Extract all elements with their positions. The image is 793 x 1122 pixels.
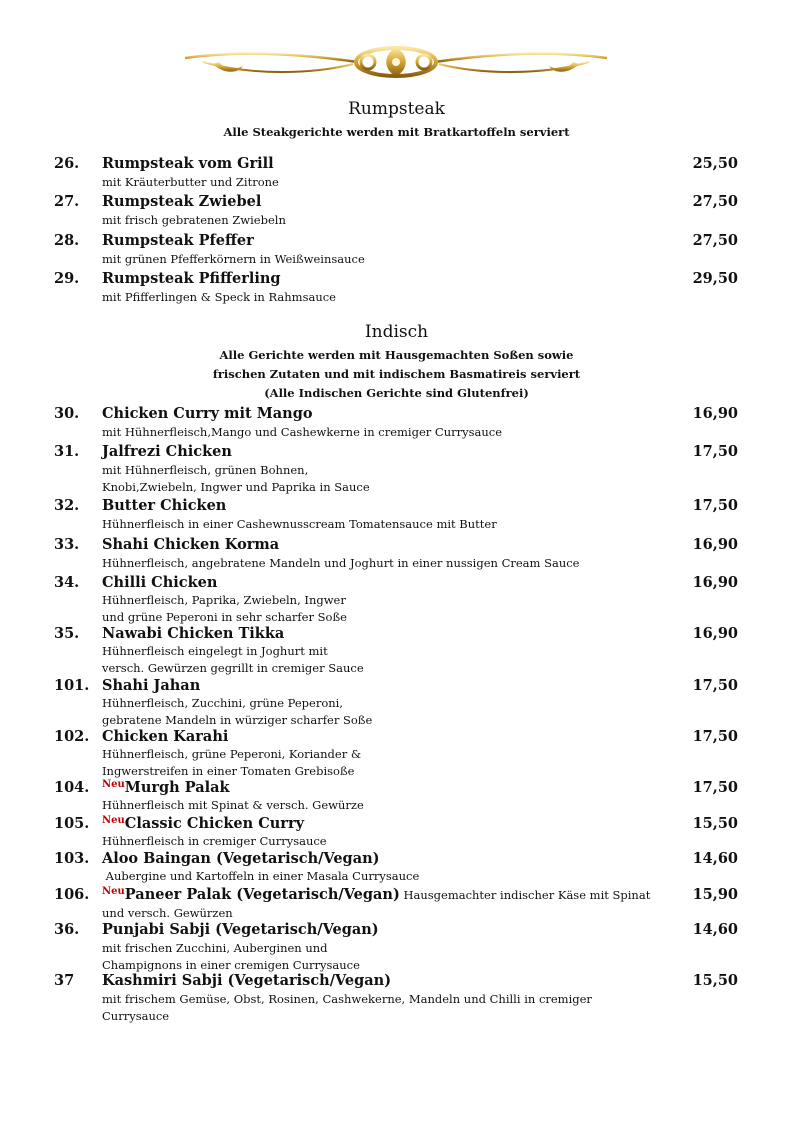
item-price: 17,50 bbox=[692, 497, 738, 514]
item-description-inline: Hausgemachter indischer Käse mit Spinat bbox=[399, 888, 651, 902]
item-price: 17,50 bbox=[692, 779, 738, 796]
section-subtitle-line1: Alle Gerichte werden mit Hausgemachten Soßen sowie bbox=[219, 348, 574, 362]
section-title-rumpsteak: Rumpsteak bbox=[348, 99, 445, 119]
section-subtitle-line3: (Alle Indischen Gerichte sind Glutenfrei) bbox=[264, 386, 529, 400]
item-description-line: mit Hühnerfleisch, grünen Bohnen, bbox=[102, 463, 309, 477]
item-number: 105. bbox=[54, 815, 90, 832]
item-price: 17,50 bbox=[692, 443, 738, 460]
item-name: Rumpsteak Pfeffer bbox=[102, 232, 254, 249]
item-number: 103. bbox=[54, 850, 90, 867]
item-price: 14,60 bbox=[692, 850, 738, 867]
item-number: 28. bbox=[54, 232, 80, 249]
item-name-text: Murgh Palak bbox=[124, 779, 230, 796]
item-price: 17,50 bbox=[692, 728, 738, 745]
item-description-line: Hühnerfleisch, Paprika, Zwiebeln, Ingwer bbox=[102, 593, 346, 607]
item-description: Hühnerfleisch mit Spinat & versch. Gewürze bbox=[102, 798, 364, 812]
item-description: Aubergine und Kartoffeln in einer Masala Currysauce bbox=[102, 869, 420, 883]
item-description-line: Hühnerfleisch, grüne Peperoni, Koriander & bbox=[102, 747, 362, 761]
new-badge: Neu bbox=[102, 815, 125, 826]
item-description-line: Hühnerfleisch, Zucchini, grüne Peperoni, bbox=[102, 696, 344, 710]
item-name: Butter Chicken bbox=[102, 497, 227, 514]
item-name: Chicken Karahi bbox=[102, 728, 229, 745]
item-name-text: Paneer Palak (Vegetarisch/Vegan) bbox=[124, 886, 400, 903]
section-title-indisch: Indisch bbox=[364, 322, 429, 342]
item-description-line: Currysauce bbox=[102, 1008, 170, 1023]
item-price: 15,90 bbox=[692, 886, 738, 903]
item-description bbox=[102, 746, 662, 779]
item-price: 16,90 bbox=[692, 574, 738, 591]
item-name: Aloo Baingan (Vegetarisch/Vegan) bbox=[102, 850, 380, 867]
item-description-line: mit frischem Gemüse, Obst, Rosinen, Cashwekerne, Mandeln und Chilli in cremiger bbox=[102, 992, 592, 1006]
item-description: mit Kräuterbutter und Zitrone bbox=[102, 175, 279, 189]
item-number: 32. bbox=[54, 497, 80, 514]
item-price: 27,50 bbox=[692, 193, 738, 210]
item-price: 27,50 bbox=[692, 232, 738, 249]
item-name: Rumpsteak Zwiebel bbox=[102, 193, 262, 210]
item-number: 29. bbox=[54, 270, 80, 287]
item-name-text: Classic Chicken Curry bbox=[124, 815, 305, 832]
item-number: 35. bbox=[54, 625, 80, 642]
item-number: 27. bbox=[54, 193, 80, 210]
item-description-line: gebratene Mandeln in würziger scharfer Soße bbox=[102, 712, 373, 727]
item-description-line: und grüne Peperoni in sehr scharfer Soße bbox=[102, 609, 347, 624]
item-description-line: Hühnerfleisch eingelegt in Joghurt mit bbox=[102, 644, 328, 658]
item-description bbox=[102, 991, 642, 1024]
item-description-line: Knobi,Zwiebeln, Ingwer und Paprika in Sauce bbox=[102, 479, 370, 494]
item-description-line: mit frischen Zucchini, Auberginen und bbox=[102, 941, 328, 955]
item-name: Shahi Chicken Korma bbox=[102, 536, 280, 553]
item-name: Chicken Curry mit Mango bbox=[102, 405, 313, 422]
item-name: Kashmiri Sabji (Vegetarisch/Vegan) bbox=[102, 972, 392, 989]
item-description: Hühnerfleisch in einer Cashewnusscream Tomatensauce mit Butter bbox=[102, 517, 497, 531]
new-badge: Neu bbox=[102, 779, 125, 790]
item-description: mit Hühnerfleisch,Mango und Cashewkerne in cremiger Currysauce bbox=[102, 425, 503, 439]
item-price: 29,50 bbox=[692, 270, 738, 287]
item-name: Nawabi Chicken Tikka bbox=[102, 625, 285, 642]
item-name: Punjabi Sabji (Vegetarisch/Vegan) bbox=[102, 921, 379, 938]
item-price: 14,60 bbox=[692, 921, 738, 938]
item-price: 16,90 bbox=[692, 625, 738, 642]
item-number: 36. bbox=[54, 921, 80, 938]
item-description: mit Pfifferlingen & Speck in Rahmsauce bbox=[102, 290, 336, 304]
item-number: 26. bbox=[54, 155, 80, 172]
item-number: 37 bbox=[54, 972, 75, 989]
item-price: 16,90 bbox=[692, 405, 738, 422]
item-price: 15,50 bbox=[692, 972, 738, 989]
item-name: Jalfrezi Chicken bbox=[102, 443, 232, 460]
gold-ornament bbox=[183, 40, 609, 90]
item-number: 31. bbox=[54, 443, 80, 460]
item-description bbox=[102, 695, 662, 728]
item-description: Hühnerfleisch, angebratene Mandeln und Joghurt in einer nussigen Cream Sauce bbox=[102, 556, 580, 570]
item-description: mit grünen Pfefferkörnern in Weißweinsauce bbox=[102, 252, 365, 266]
item-name bbox=[102, 779, 230, 796]
item-number: 104. bbox=[54, 779, 90, 796]
item-description bbox=[102, 592, 662, 625]
item-price: 15,50 bbox=[692, 815, 738, 832]
new-badge: Neu bbox=[102, 886, 125, 897]
item-number: 106. bbox=[54, 886, 90, 903]
item-description-line: Ingwerstreifen in einer Tomaten Grebisoße bbox=[102, 763, 355, 778]
item-number: 30. bbox=[54, 405, 80, 422]
item-name bbox=[102, 886, 650, 903]
item-number: 101. bbox=[54, 677, 90, 694]
item-price: 25,50 bbox=[692, 155, 738, 172]
item-number: 34. bbox=[54, 574, 80, 591]
item-name: Chilli Chicken bbox=[102, 574, 218, 591]
item-price: 17,50 bbox=[692, 677, 738, 694]
item-number: 102. bbox=[54, 728, 90, 745]
item-description-line: versch. Gewürzen gegrillt in cremiger Sauce bbox=[102, 660, 364, 675]
item-name: Rumpsteak Pfifferling bbox=[102, 270, 281, 287]
item-name bbox=[102, 815, 304, 832]
section-subtitle-rumpsteak: Alle Steakgerichte werden mit Bratkartoffeln serviert bbox=[223, 125, 570, 139]
item-price: 16,90 bbox=[692, 536, 738, 553]
item-description bbox=[102, 643, 662, 676]
item-description: mit frisch gebratenen Zwiebeln bbox=[102, 213, 286, 227]
item-number: 33. bbox=[54, 536, 80, 553]
item-description: und versch. Gewürzen bbox=[102, 906, 233, 920]
item-name: Shahi Jahan bbox=[102, 677, 201, 694]
section-subtitle-line2: frischen Zutaten und mit indischem Basmatireis serviert bbox=[212, 367, 581, 381]
item-description bbox=[102, 462, 662, 495]
item-name: Rumpsteak vom Grill bbox=[102, 155, 274, 172]
item-description: Hühnerfleisch in cremiger Currysauce bbox=[102, 834, 327, 848]
item-description-line: Champignons in einer cremigen Currysauce bbox=[102, 957, 360, 972]
item-description bbox=[102, 940, 662, 973]
